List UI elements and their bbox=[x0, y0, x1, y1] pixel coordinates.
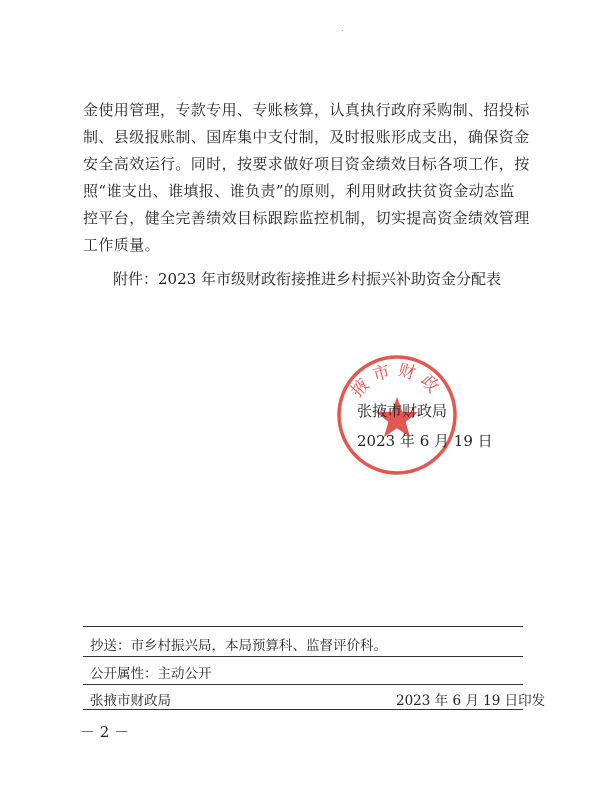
paragraph-line: 控平台，健全完善绩效目标跟踪监控机制，切实提高资金绩效管理 bbox=[83, 209, 530, 227]
svg-text:掖市财政: 掖市财政 bbox=[347, 360, 447, 402]
paragraph-line: 照“谁支出、谁填报、谁负责”的原则，利用财政扶贫资金动态监 bbox=[83, 182, 515, 200]
paragraph-line: 安全高效运行。同时，按要求做好项目资金绩效目标各项工作，按 bbox=[83, 155, 530, 173]
scan-speck bbox=[342, 30, 343, 31]
footer-rule-top bbox=[83, 626, 523, 627]
paragraph-line: 工作质量。 bbox=[83, 236, 161, 254]
footer-rule-bottom bbox=[83, 709, 523, 710]
footer-rule bbox=[83, 656, 523, 657]
cc-line: 抄送：市乡村振兴局，本局预算科、监督评价科。 bbox=[90, 638, 387, 654]
paragraph-line: 制、县级报账制、国库集中支付制，及时报账形成支出，确保资金 bbox=[83, 128, 530, 146]
signature-org: 张掖市财政局 bbox=[357, 402, 448, 420]
issuer-name: 张掖市财政局 bbox=[90, 693, 171, 709]
paragraph-line: 金使用管理，专款专用、专账核算，认真执行政府采购制、招投标 bbox=[83, 101, 530, 119]
disclosure-line: 公开属性：主动公开 bbox=[90, 666, 212, 682]
signature-date: 2023 年 6 月 19 日 bbox=[357, 432, 493, 450]
page-number: － 2 － bbox=[80, 723, 130, 741]
body-paragraph bbox=[83, 97, 530, 259]
footer-rule bbox=[83, 684, 523, 685]
issue-date: 2023 年 6 月 19 日印发 bbox=[396, 693, 546, 709]
attachment-line: 附件：2023 年市级财政衔接推进乡村振兴补助资金分配表 bbox=[113, 270, 501, 288]
